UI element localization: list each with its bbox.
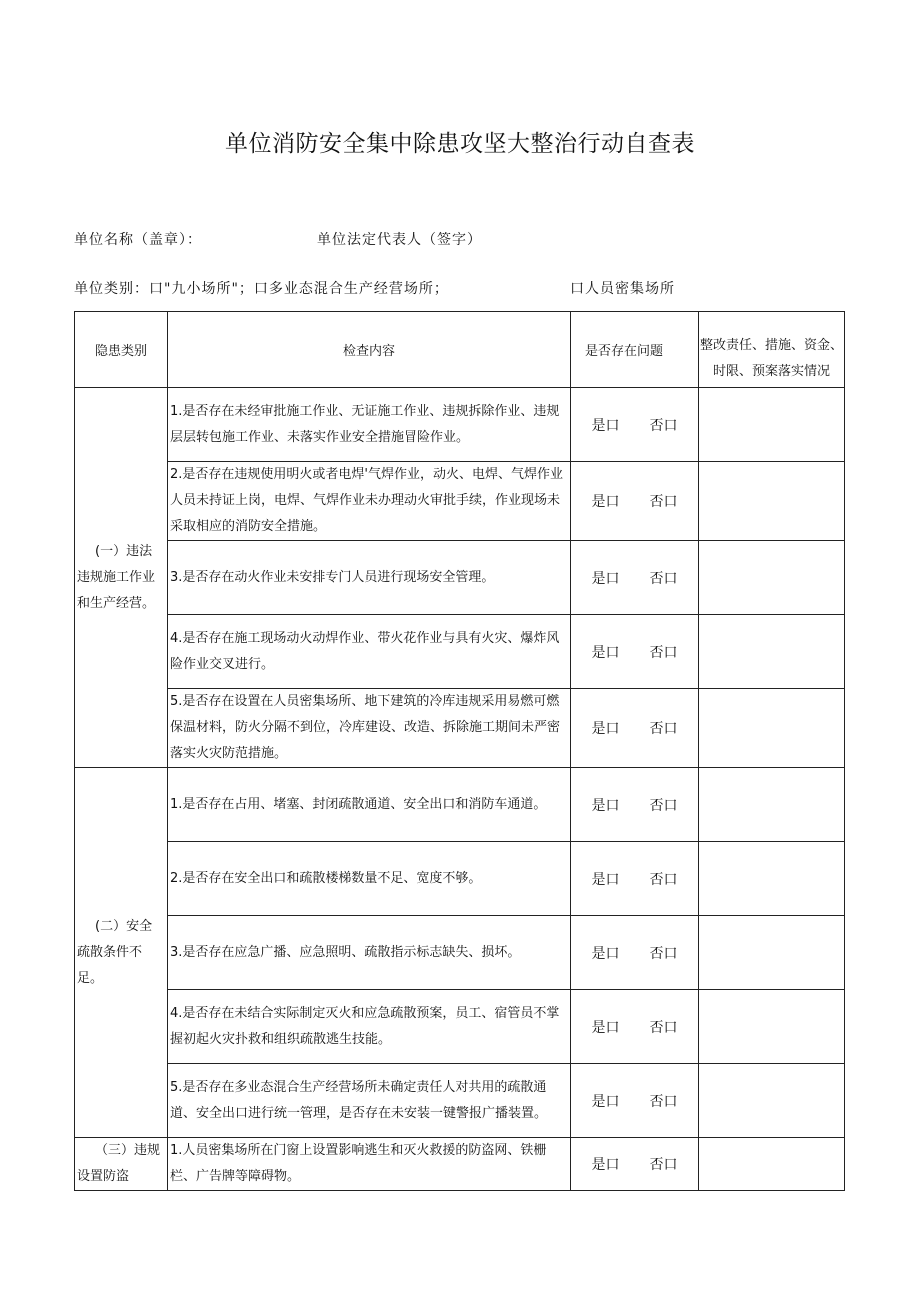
table-row (75, 842, 845, 916)
check-item-text: 2.是否存在违规使用明火或者电焊'气焊作业，动火、电焊、气焊作业人员未持证上岗，电焊、气焊作业未办理动火审批手续，作业现场未采取相应的消防安全措施。 (168, 462, 571, 541)
exists-choice-cell (571, 689, 699, 768)
table-row (75, 689, 845, 768)
yes-checkbox[interactable]: 是口 (591, 570, 620, 587)
category-cell (75, 768, 168, 1138)
category-label: （三）违规设置防盗 (77, 1143, 161, 1184)
rectify-cell[interactable] (699, 1138, 845, 1191)
header-content: 检查内容 (168, 312, 571, 388)
no-checkbox[interactable]: 否口 (649, 417, 678, 434)
header-rectify: 整改责任、措施、资金、时限、预案落实情况 (699, 312, 845, 388)
rectify-cell[interactable] (699, 541, 845, 615)
table-row (75, 388, 845, 462)
rectify-cell[interactable] (699, 615, 845, 689)
category-label: (一）违法违规施工作业和生产经营。 (77, 543, 156, 611)
header-category: 隐患类别 (75, 312, 168, 388)
page-title: 单位消防安全集中除患攻坚大整治行动自查表 (225, 131, 695, 157)
yes-checkbox[interactable]: 是口 (591, 945, 620, 962)
unit-name-label: 单位名称（盖章）： (74, 232, 202, 248)
rectify-cell[interactable] (699, 689, 845, 768)
table-row (75, 541, 845, 615)
legal-rep-label: 单位法定代表人（签字） (317, 232, 482, 248)
table-row (75, 1064, 845, 1138)
yes-checkbox[interactable]: 是口 (591, 417, 620, 434)
check-item-text: 3.是否存在应急广播、应急照明、疏散指示标志缺失、损坏。 (168, 916, 571, 990)
category-cell (75, 388, 168, 768)
no-checkbox[interactable]: 否口 (649, 797, 678, 814)
rectify-cell[interactable] (699, 388, 845, 462)
yes-checkbox[interactable]: 是口 (591, 1157, 620, 1173)
yes-checkbox[interactable]: 是口 (591, 797, 620, 814)
no-checkbox[interactable]: 否口 (649, 871, 678, 888)
table-row (75, 990, 845, 1064)
no-checkbox[interactable]: 否口 (649, 1157, 678, 1173)
exists-choice-cell (571, 388, 699, 462)
no-checkbox[interactable]: 否口 (649, 1019, 678, 1036)
table-row (75, 768, 845, 842)
yes-checkbox[interactable]: 是口 (591, 721, 620, 737)
rectify-cell[interactable] (699, 462, 845, 541)
exists-choice-cell (571, 842, 699, 916)
no-checkbox[interactable]: 否口 (649, 494, 678, 510)
rectify-cell[interactable] (699, 842, 845, 916)
exists-choice-cell (571, 462, 699, 541)
check-item-text: 5.是否存在设置在人员密集场所、地下建筑的冷库违规采用易燃可燃保温材料，防火分隔不到位，冷库建设、改造、拆除施工期间未严密落实火灾防范措施。 (168, 689, 571, 768)
check-item-text: 2.是否存在安全出口和疏散楼梯数量不足、宽度不够。 (168, 842, 571, 916)
rectify-cell[interactable] (699, 768, 845, 842)
check-item-text: 1.是否存在未经审批施工作业、无证施工作业、违规拆除作业、违规层层转包施工作业、未落实作业安全措施冒险作业。 (168, 388, 571, 462)
exists-choice-cell (571, 1138, 699, 1191)
check-item-text: 4.是否存在未结合实际制定灭火和应急疏散预案，员工、宿管员不掌握初起火灾扑救和组织疏散逃生技能。 (168, 990, 571, 1064)
exists-choice-cell (571, 1064, 699, 1138)
table-row (75, 916, 845, 990)
header-exists: 是否存在问题 (571, 312, 699, 388)
exists-choice-cell (571, 990, 699, 1064)
category-label: (二）安全疏散条件不足。 (77, 918, 153, 986)
table-header-row (75, 312, 845, 388)
yes-checkbox[interactable]: 是口 (591, 1019, 620, 1036)
check-item-text: 3.是否存在动火作业未安排专门人员进行现场安全管理。 (168, 541, 571, 615)
exists-choice-cell (571, 541, 699, 615)
no-checkbox[interactable]: 否口 (649, 1093, 678, 1110)
no-checkbox[interactable]: 否口 (649, 570, 678, 587)
check-item-text: 1.人员密集场所在门窗上设置影响逃生和灭火救援的防盗网、铁栅栏、广告牌等障碍物。 (168, 1138, 571, 1191)
yes-checkbox[interactable]: 是口 (591, 494, 620, 510)
yes-checkbox[interactable]: 是口 (591, 1093, 620, 1110)
rectify-cell[interactable] (699, 916, 845, 990)
exists-choice-cell (571, 615, 699, 689)
yes-checkbox[interactable]: 是口 (591, 871, 620, 888)
check-item-text: 1.是否存在占用、堵塞、封闭疏散通道、安全出口和消防车通道。 (168, 768, 571, 842)
no-checkbox[interactable]: 否口 (649, 644, 678, 661)
category-cell (75, 1138, 168, 1191)
table-row (75, 462, 845, 541)
rectify-cell[interactable] (699, 990, 845, 1064)
unit-type-label: 单位类别：口"九小场所"；口多业态混合生产经营场所； (74, 281, 449, 297)
check-item-text: 4.是否存在施工现场动火动焊作业、带火花作业与具有火灾、爆炸风险作业交叉进行。 (168, 615, 571, 689)
table-row (75, 615, 845, 689)
rectify-cell[interactable] (699, 1064, 845, 1138)
exists-choice-cell (571, 916, 699, 990)
no-checkbox[interactable]: 否口 (649, 945, 678, 962)
self-check-table (74, 311, 845, 1191)
table-row (75, 1138, 845, 1191)
check-item-text: 5.是否存在多业态混合生产经营场所未确定责任人对共用的疏散通道、安全出口进行统一管理，是否存在未安装一键警报广播装置。 (168, 1064, 571, 1138)
exists-choice-cell (571, 768, 699, 842)
no-checkbox[interactable]: 否口 (649, 721, 678, 737)
yes-checkbox[interactable]: 是口 (591, 644, 620, 661)
unit-type-option-crowded: 口人员密集场所 (570, 281, 675, 297)
